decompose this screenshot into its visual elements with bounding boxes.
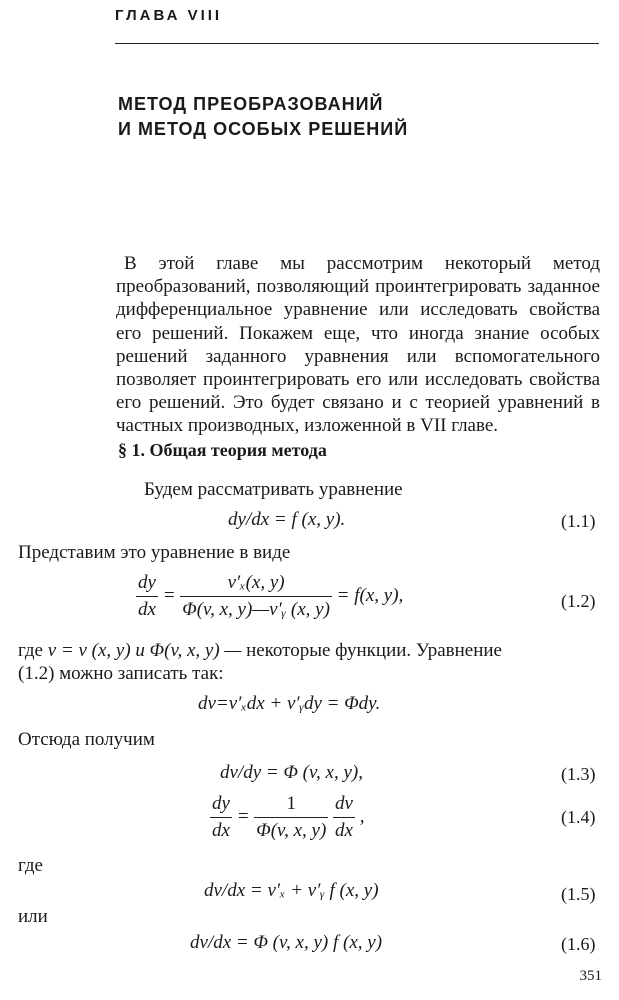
fraction-one-over-phi: $\frac{1}{\Phi(v, x, y)}$ <box>256 793 327 841</box>
paragraph-6: или <box>18 906 48 927</box>
equation-number-1-4: (1.4) <box>561 807 596 827</box>
chapter-title-line-2: И МЕТОД ОСОБЫХ РЕШЕНИЙ <box>118 119 409 139</box>
paragraph-3-line-1: где v = v (x, y) и Φ(v, x, y) — некоторые функции. Уравнение <box>18 640 502 661</box>
intro-paragraph <box>116 252 600 438</box>
equation-1-6: dv/dx = Φ (v, x, y) f (x, y) <box>190 932 383 953</box>
paragraph-1: Будем рассматривать уравнение <box>144 479 403 500</box>
header-rule <box>115 43 599 44</box>
equation-number-1-5: (1.5) <box>561 884 596 904</box>
inline-math-where: v = v (x, y) и Φ(v, x, y) — <box>47 640 242 661</box>
fraction-dy-dx: $\frac{dy}{dx}$ <box>138 572 156 620</box>
chapter-header: ГЛАВА VIII <box>115 7 223 24</box>
fraction-main: $\frac{\text{v′ₓ(x, y)}}{\text{Φ(v, x, y)—v′ᵧ (x, y)}}$ <box>182 572 330 620</box>
equation-number-1-3: (1.3) <box>561 764 596 784</box>
equation-number-1-1: (1.1) <box>561 511 596 531</box>
chapter-title-line-1: МЕТОД ПРЕОБРАЗОВАНИЙ <box>118 94 384 114</box>
paragraph-4: Отсюда получим <box>18 729 155 750</box>
paragraph-5: где <box>18 855 43 876</box>
intro-text: В этой главе мы рассмотрим некоторый метод преобразований, позволяющий проинтегрировать заданное дифференциальное уравнение или исследовать свойства его решений. Покажем еще, что иногда знание особых решений заданного уравнения или вспомогательного позволяет проинтегрировать его или исследовать свойства его решений. Это будет связано и с теорией уравнений в частных производных, изложенной в VII главе. <box>116 253 600 437</box>
fraction-dy-dx-2: $\frac{dy}{dx}$ <box>212 793 230 841</box>
equation-1-5: dv/dx = v′ₓ + v′ᵧ f (x, y) <box>204 880 379 901</box>
section-heading: § 1. Общая теория метода <box>118 440 327 460</box>
equation-number-1-2: (1.2) <box>561 591 596 611</box>
equation-dv: dv=v′ₓdx + v′ᵧdy = Φdy. <box>198 693 381 714</box>
equation-number-1-6: (1.6) <box>561 934 596 954</box>
fraction-dv-dx: $\frac{dv}{dx}$ <box>335 793 353 841</box>
equation-1-2: $\frac{dy}{dx}$ = $\frac{\text{v′ₓ(x, y)}}{\text{Φ(v, x, y)—v′ᵧ (x, y)}}$ = f(x, y), <box>138 572 404 620</box>
equation-1-3: dv/dy = Φ (v, x, y), <box>220 762 363 783</box>
equation-1-4: $\frac{dy}{dx}$ = $\frac{1}{\Phi(v, x, y)}$ $\frac{dv}{dx}$ , <box>212 793 365 841</box>
paragraph-2: Представим это уравнение в виде <box>18 542 291 563</box>
page-number: 351 <box>579 968 602 984</box>
equation-1-1: dy/dx = f (x, y). <box>228 509 346 530</box>
paragraph-3-line-2: (1.2) можно записать так: <box>18 663 224 684</box>
